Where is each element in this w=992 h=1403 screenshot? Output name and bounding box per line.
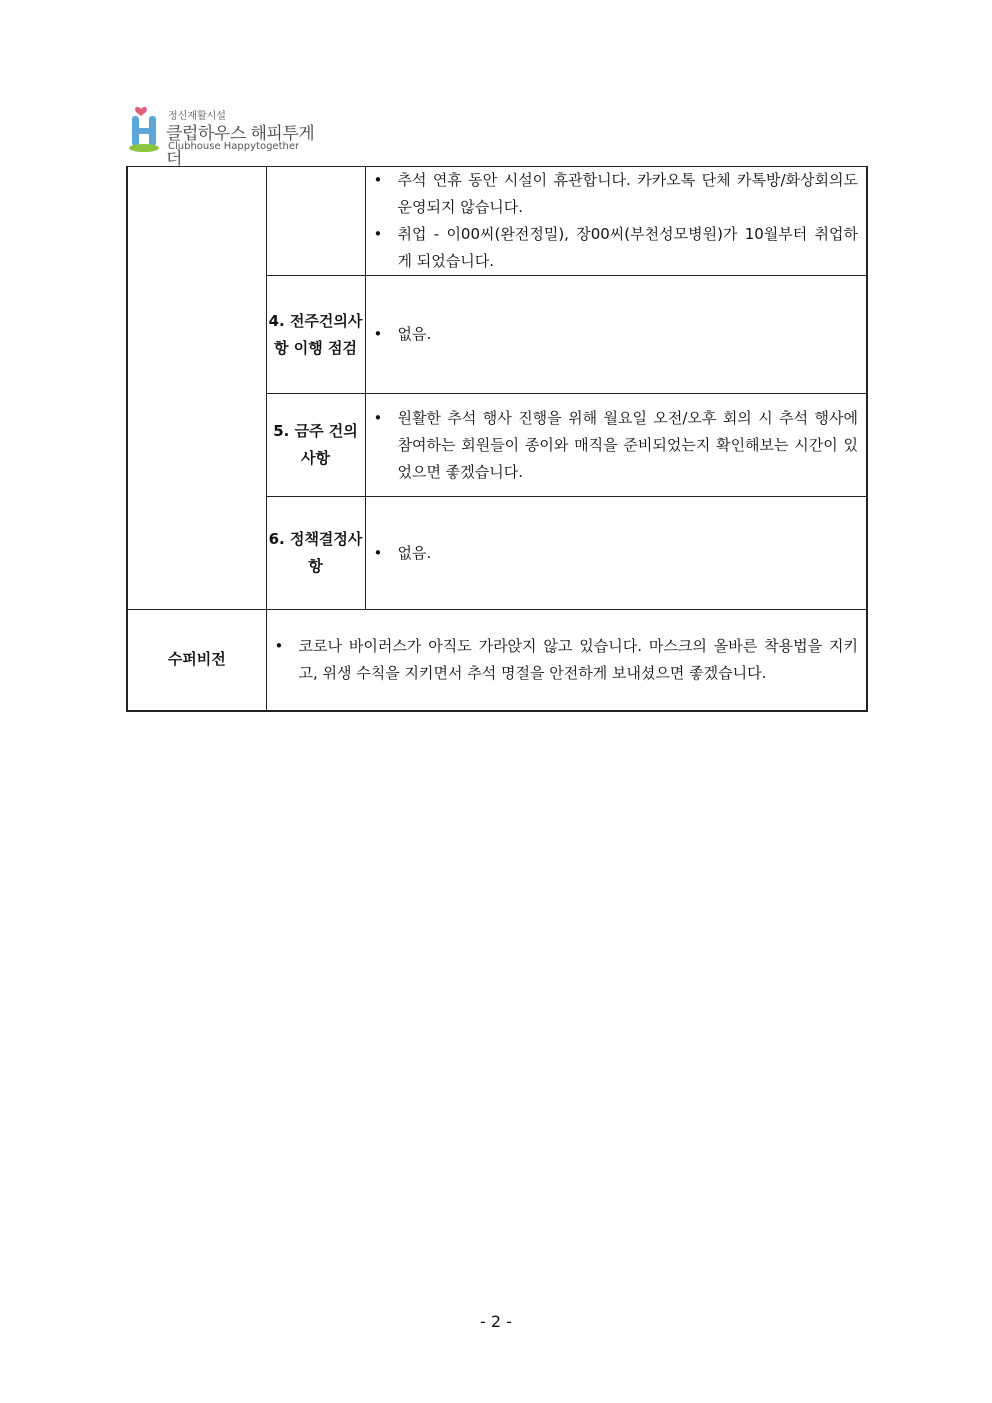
list-item: • 추석 연휴 동안 시설이 휴관합니다. 카카오톡 단체 카톡방/화상회의도 운영되지 않습니다. xyxy=(366,167,867,221)
logo-title: 클럽하우스 해피투게더 xyxy=(166,124,315,169)
list-item: • 취업 - 이00씨(완전정밀), 장00씨(부천성모병원)가 10월부터 취업하게 되었습니다. xyxy=(366,221,867,275)
row-label: 수퍼비전 xyxy=(127,610,266,711)
bullet-list xyxy=(267,633,867,687)
content-cell xyxy=(365,276,867,394)
clubhouse-logo xyxy=(128,104,328,169)
logo-h-icon xyxy=(128,104,164,154)
bullet-list xyxy=(366,405,867,486)
content-cell xyxy=(266,610,867,711)
row-label: 5. 금주 건의사항 xyxy=(266,394,365,497)
logo-subtitle: 정신재활시설 xyxy=(168,111,226,122)
bullet-list xyxy=(366,321,867,348)
bullet-list xyxy=(366,540,867,567)
table-row xyxy=(127,610,867,711)
list-item: • 원활한 추석 행사 진행을 위해 월요일 오전/오후 회의 시 추석 행사에 참여하는 회원들이 종이와 매직을 준비되었는지 확인해보는 시간이 있었으면 좋겠습니다. xyxy=(366,405,867,486)
table-row xyxy=(127,167,867,276)
label-cell-empty xyxy=(266,167,365,276)
list-item: • 없음. xyxy=(366,540,867,567)
row-label: 4. 전주건의사항 이행 점검 xyxy=(266,276,365,394)
category-cell-empty xyxy=(127,167,266,610)
content-cell xyxy=(365,167,867,276)
content-cell xyxy=(365,394,867,497)
meeting-minutes-table xyxy=(126,166,868,712)
content-cell xyxy=(365,497,867,610)
list-item: • 없음. xyxy=(366,321,867,348)
bullet-list xyxy=(366,167,867,275)
logo-english: Clubhouse Happytogether xyxy=(168,141,300,152)
row-label: 6. 정책결정사항 xyxy=(266,497,365,610)
list-item: • 코로나 바이러스가 아직도 가라앉지 않고 있습니다. 마스크의 올바른 착용법을 지키고, 위생 수칙을 지키면서 추석 명절을 안전하게 보내셨으면 좋겠습니다. xyxy=(267,633,867,687)
page-number: - 2 - xyxy=(480,1312,512,1331)
